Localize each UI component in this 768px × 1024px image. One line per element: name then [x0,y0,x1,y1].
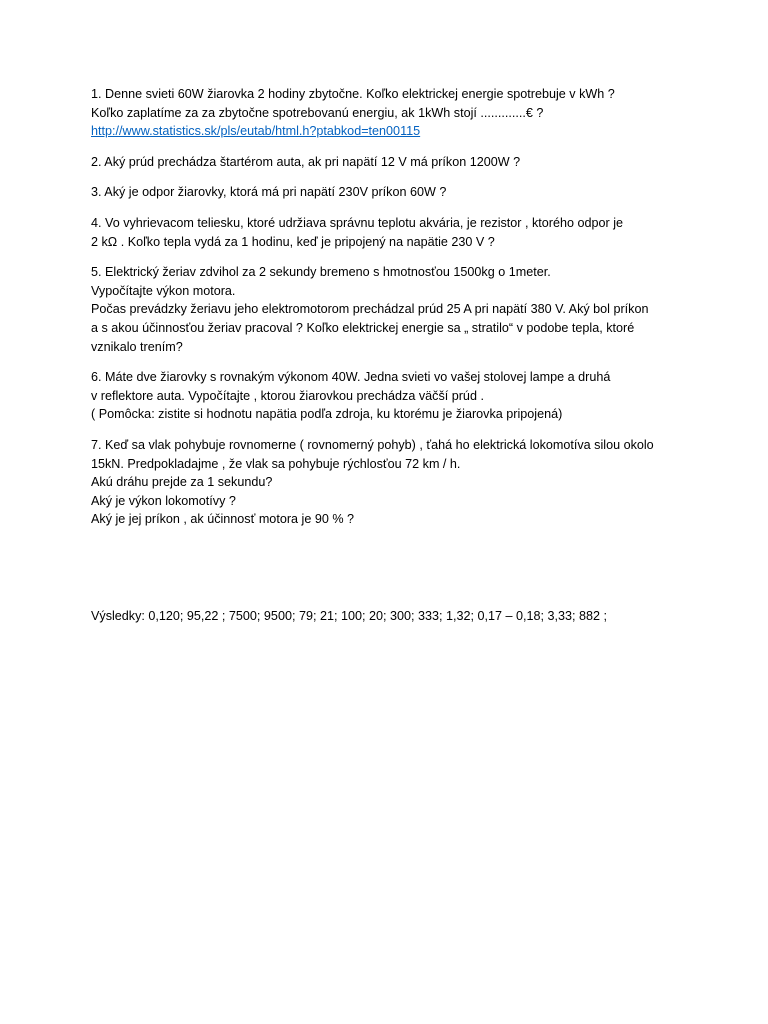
problem-7-line-1: 7. Keď sa vlak pohybuje rovnomerne ( rovnomerný pohyb) , ťahá ho elektrická lokomotíva silou okolo [91,437,654,452]
statistics-link[interactable]: http://www.statistics.sk/pls/eutab/html.h?ptabkod=ten00115 [91,124,421,139]
problem-6-line-3: ( Pomôcka: zistite si hodnotu napätia podľa zdroja, ku ktorému je žiarovka pripojená) [91,407,563,422]
problem-6 [91,368,691,424]
problem-5 [91,263,691,356]
problem-5-line-2: Vypočítajte výkon motora. [91,283,236,298]
problem-2 [91,153,691,172]
problem-7-line-4: Aký je výkon lokomotívy ? [91,493,236,508]
problem-5-line-3: Počas prevádzky žeriavu jeho elektromotorom prechádzal prúd 25 A pri napätí 380 V. Aký bol príkon [91,302,649,317]
results-line: Výsledky: 0,120; 95,22 ; 7500; 9500; 79; 21; 100; 20; 300; 333; 1,32; 0,17 – 0,18; 3,33; 882 ; [91,609,608,623]
problem-4-line-2: 2 kΩ . Koľko tepla vydá za 1 hodinu, keď je pripojený na napätie 230 V ? [91,234,495,249]
problem-5-line-1: 5. Elektrický žeriav zdvihol za 2 sekundy bremeno s hmotnosťou 1500kg o 1meter. [91,265,551,280]
problem-7-line-3: Akú dráhu prejde za 1 sekundu? [91,475,273,490]
problem-1-line-2: Koľko zaplatíme za za zbytočne spotrebovanú energiu, ak 1kWh stojí .............€ ? [91,105,544,120]
problem-3 [91,183,691,202]
problem-1 [91,85,691,141]
problem-7-line-2: 15kN. Predpokladajme , že vlak sa pohybuje rýchlosťou 72 km / h. [91,456,461,471]
problem-1-line-1: 1. Denne svieti 60W žiarovka 2 hodiny zbytočne. Koľko elektrickej energie spotrebuje v kWh ? [91,87,615,101]
problem-6-line-2: v reflektore auta. Vypočítajte , ktorou žiarovkou prechádza väčší prúd . [91,388,484,403]
problem-5-line-5: vznikalo trením? [91,339,183,354]
problem-7-line-5: Aký je jej príkon , ak účinnosť motora je 90 % ? [91,512,355,527]
problem-7 [91,436,691,529]
problem-4-line-1: 4. Vo vyhrievacom teliesku, ktoré udržiava správnu teplotu akvária, je rezistor , ktorého odpor je [91,215,623,230]
problem-4 [91,214,691,251]
problem-6-line-1: 6. Máte dve žiarovky s rovnakým výkonom 40W. Jedna svieti vo vašej stolovej lampe a druhá [91,370,611,385]
problem-list [91,85,691,541]
problem-5-line-4: a s akou účinnosťou žeriav pracoval ? Koľko elektrickej energie sa „ stratilo“ v podobe tepla, ktoré [91,320,635,335]
problem-3-line-1: 3. Aký je odpor žiarovky, ktorá má pri napätí 230V príkon 60W ? [91,185,447,200]
problem-2-line-1: 2. Aký prúd prechádza štartérom auta, ak pri napätí 12 V má príkon 1200W ? [91,154,521,169]
